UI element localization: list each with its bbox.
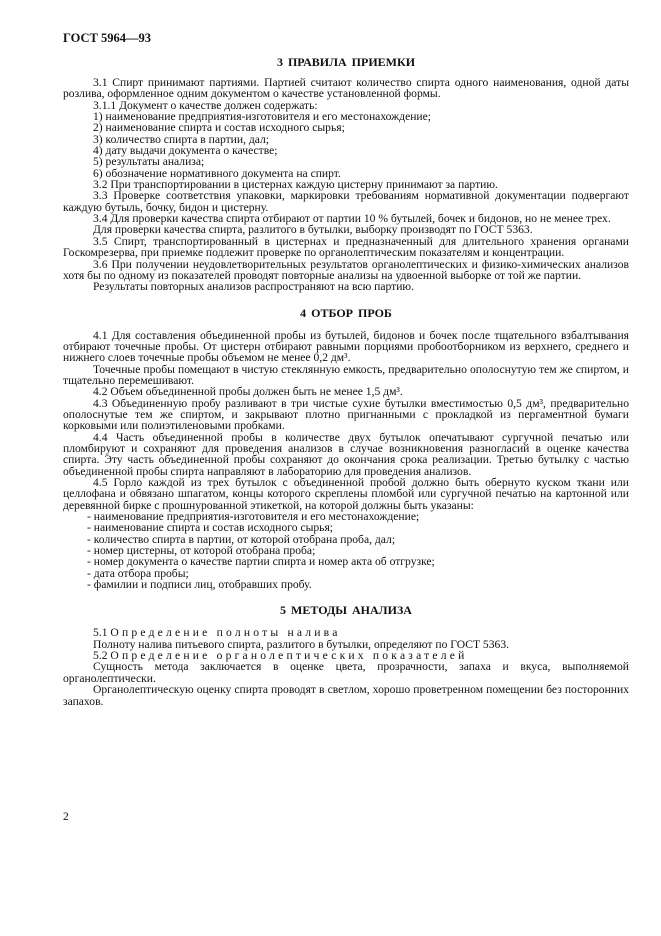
dash-item: - дата отбора пробы; <box>87 566 189 580</box>
dash-item: - количество спирта в партии, от которой отобрана проба, дал; <box>87 532 396 546</box>
list-item: 4) дату выдачи документа о качестве; <box>93 144 278 158</box>
dash-item: - фамилии и подписи лиц, отобравших пробу. <box>87 578 312 592</box>
paragraph: 4.5 Горло каждой из трех бутылок с объединенной пробой должно быть обернуто куском ткани или целлофана и обвязано шпагатом, концы которого скреплены пломбой или сургучной печатью на картонной или деревянной бирке с прошнурованной этикеткой, на которой должны быть указаны: <box>63 476 629 512</box>
paragraph: Полноту налива питьевого спирта, разлитого в бутылки, определяют по ГОСТ 5363. <box>93 637 510 651</box>
list-item: 6) обозначение нормативного документа на спирт. <box>93 166 341 180</box>
dash-item: - номер документа о качестве партии спирта и номер акта об отгрузке; <box>87 555 435 569</box>
dash-item: - наименование спирта и состав исходного сырья; <box>87 521 334 535</box>
subsection-number: 5.1 <box>93 626 108 640</box>
dash-item: - наименование предприятия-изготовителя и его местонахождение; <box>87 510 420 524</box>
paragraph: 3.3 Проверке соответствия упаковки, маркировки требованиям нормативной документации подвергают каждую бутыль, бочку, бидон и цистерну. <box>63 189 629 214</box>
paragraph: 3.5 Спирт, транспортированный в цистернах и предназначенный для длительного хранения органами Госкомрезерва, при приемке подлежит проверке по органолептическим показателям и концентрации. <box>63 234 629 260</box>
subsection-number: 5.2 <box>93 649 108 663</box>
paragraph: Органолептическую оценку спирта проводят в светлом, хорошо проветренном помещении без посторонних запахов. <box>63 683 629 708</box>
paragraph: Точечные пробы помещают в чистую стеклянную емкость, предварительно ополоснутую тем же спиртом, и тщательно перемешивают. <box>63 362 629 387</box>
section-4-title: 4 ОТБОР ПРОБ <box>300 305 392 320</box>
paragraph: 4.2 Объем объединенной пробы должен быть не менее 1,5 дм³. <box>93 385 403 399</box>
paragraph: 4.1 Для составления объединенной пробы из бутылей, бидонов и бочек после тщательного взбалтывания отбирают точечные пробы. От цистерн отбирают равными порциями пробоотборником из верхнего, среднего и нижнего слоев точечные пробы объемом не менее 0,2 дм³. <box>63 328 629 365</box>
paragraph: Для проверки качества спирта, разлитого в бутылки, выборку производят по ГОСТ 5363. <box>93 223 533 237</box>
document-page <box>63 31 629 707</box>
paragraph: 3.4 Для проверки качества спирта отбирают от партии 10 % бутылей, бочек и бидонов, но не менее трех. <box>93 212 611 226</box>
list-item: 2) наименование спирта и состав исходного сырья; <box>93 121 345 135</box>
section-5-title: 5 МЕТОДЫ АНАЛИЗА <box>280 603 412 618</box>
paragraph: 4.3 Объединенную пробу разливают в три чистые сухие бутылки вместимостью 0,5 дм³, предварительно ополоснутые тем же спиртом, и закрывают плотно пригнанными с прокладкой из пергаментной бумаги корковыми или полиэтиленовыми пробками. <box>63 396 629 433</box>
paragraph: 3.6 При получении неудовлетворительных результатов органолептических и физико-химических анализов хотя бы по одному из показателей проводят повторные анализы на удвоенной выборке от той же партии. <box>63 257 629 282</box>
page-number: 2 <box>63 810 69 823</box>
paragraph: Сущность метода заключается в оценке цвета, прозрачности, запаха и вкуса, выполняемой органолептически. <box>63 660 629 685</box>
list-item: 1) наименование предприятия-изготовителя и его местонахождение; <box>93 110 432 124</box>
paragraph: Результаты повторных анализов распространяют на всю партию. <box>93 280 414 294</box>
paragraph: 3.1 Спирт принимают партиями. Партией считают количество спирта одного наименования, одной даты розлива, оформленное одним документом о качестве установленной формы. <box>63 76 629 101</box>
section-3-title: 3 ПРАВИЛА ПРИЕМКИ <box>276 55 416 69</box>
paragraph: 3.2 При транспортировании в цистернах каждую цистерну принимают за партию. <box>93 178 498 192</box>
paragraph: 3.1.1 Документ о качестве должен содержать: <box>93 98 318 112</box>
subsection-title: Определение органолептических показателей <box>110 649 468 663</box>
paragraph: 4.4 Часть объединенной пробы в количестве двух бутылок опечатывают сургучной печатью или пломбируют и сохраняют для проведения анализов в случае возникновения разногласий в оценке качества спирта. Эту часть объединенной пробы сохраняют до окончания срока реализации. Третью бутылку с частью объединенной пробы спирта направляют в лабораторию для проведения анализов. <box>63 430 629 478</box>
dash-item: - номер цистерны, от которой отобрана проба; <box>87 544 316 558</box>
subsection-title: Определение полноты налива <box>110 626 341 640</box>
list-item: 5) результаты анализа; <box>93 155 205 169</box>
document-header: ГОСТ 5964—93 <box>63 31 152 45</box>
list-item: 3) количество спирта в партии, дал; <box>93 132 270 146</box>
